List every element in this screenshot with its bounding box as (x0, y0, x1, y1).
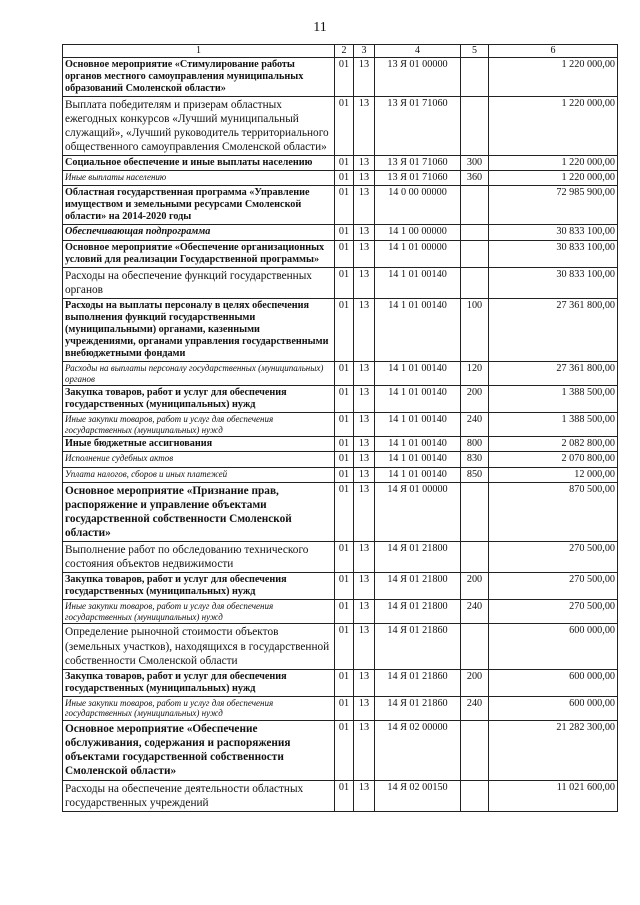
row-target-code: 13 Я 01 00000 (375, 57, 461, 96)
row-name: Выполнение работ по обследованию технического состояния объектов недвижимости (63, 541, 335, 572)
row-amount: 27 361 800,00 (489, 298, 618, 361)
row-subsection: 13 (354, 437, 375, 452)
row-name: Иные закупки товаров, работ и услуг для обеспечения государственных (муниципальных) нужд (63, 600, 335, 624)
row-section: 01 (335, 541, 354, 572)
row-name: Иные выплаты населению (63, 171, 335, 186)
row-subsection: 13 (354, 57, 375, 96)
row-expense-type: 240 (461, 600, 489, 624)
row-name: Иные закупки товаров, работ и услуг для обеспечения государственных (муниципальных) нужд (63, 696, 335, 720)
table-row (63, 452, 618, 467)
table-row (63, 482, 618, 541)
row-target-code: 14 1 01 00140 (375, 413, 461, 437)
row-target-code: 13 Я 01 71060 (375, 156, 461, 171)
row-section: 01 (335, 413, 354, 437)
row-expense-type: 300 (461, 156, 489, 171)
row-section: 01 (335, 437, 354, 452)
row-target-code: 14 Я 01 21860 (375, 624, 461, 669)
row-expense-type: 830 (461, 452, 489, 467)
budget-table (62, 44, 618, 812)
row-subsection: 13 (354, 171, 375, 186)
row-amount: 11 021 600,00 (489, 780, 618, 811)
table-row (63, 96, 618, 155)
row-name: Определение рыночной стоимости объектов (земельных участков), находящихся в государственной собственности Смоленской области (63, 624, 335, 669)
row-amount: 2 070 800,00 (489, 452, 618, 467)
row-subsection: 13 (354, 624, 375, 669)
row-subsection: 13 (354, 361, 375, 385)
row-amount: 270 500,00 (489, 600, 618, 624)
row-expense-type (461, 721, 489, 780)
table-row (63, 156, 618, 171)
row-amount: 1 388 500,00 (489, 386, 618, 413)
row-amount: 600 000,00 (489, 624, 618, 669)
row-subsection: 13 (354, 186, 375, 225)
row-expense-type (461, 541, 489, 572)
row-target-code: 13 Я 01 71060 (375, 171, 461, 186)
table-row (63, 186, 618, 225)
row-subsection: 13 (354, 225, 375, 240)
row-name: Обеспечивающая подпрограмма (63, 225, 335, 240)
column-header: 3 (354, 45, 375, 58)
column-header: 2 (335, 45, 354, 58)
row-subsection: 13 (354, 780, 375, 811)
row-section: 01 (335, 780, 354, 811)
row-name: Расходы на обеспечение деятельности областных государственных учреждений (63, 780, 335, 811)
row-subsection: 13 (354, 541, 375, 572)
table-row (63, 437, 618, 452)
row-name: Расходы на выплаты персоналу государственных (муниципальных) органов (63, 361, 335, 385)
row-target-code: 14 Я 01 21860 (375, 669, 461, 696)
row-target-code: 14 0 00 00000 (375, 186, 461, 225)
row-section: 01 (335, 57, 354, 96)
row-section: 01 (335, 482, 354, 541)
row-expense-type: 200 (461, 386, 489, 413)
row-amount: 270 500,00 (489, 573, 618, 600)
row-target-code: 14 Я 01 21800 (375, 541, 461, 572)
row-expense-type: 850 (461, 467, 489, 482)
row-expense-type (461, 780, 489, 811)
row-subsection: 13 (354, 669, 375, 696)
row-subsection: 13 (354, 452, 375, 467)
row-expense-type (461, 225, 489, 240)
row-amount: 1 220 000,00 (489, 57, 618, 96)
page-number: 11 (313, 20, 327, 35)
row-target-code: 13 Я 01 71060 (375, 96, 461, 155)
row-amount: 1 220 000,00 (489, 171, 618, 186)
row-subsection: 13 (354, 267, 375, 298)
row-section: 01 (335, 298, 354, 361)
row-subsection: 13 (354, 482, 375, 541)
table-row (63, 57, 618, 96)
row-section: 01 (335, 452, 354, 467)
row-amount: 30 833 100,00 (489, 225, 618, 240)
table-row (63, 669, 618, 696)
row-name: Выплата победителям и призерам областных ежегодных конкурсов «Лучший муниципальный служащий», «Лучший руководитель территориального общественного самоуправления Смоленской области» (63, 96, 335, 155)
row-expense-type (461, 186, 489, 225)
row-amount: 270 500,00 (489, 541, 618, 572)
table-row (63, 171, 618, 186)
row-amount: 30 833 100,00 (489, 267, 618, 298)
table-row (63, 413, 618, 437)
row-amount: 870 500,00 (489, 482, 618, 541)
column-header: 6 (489, 45, 618, 58)
row-section: 01 (335, 624, 354, 669)
row-amount: 12 000,00 (489, 467, 618, 482)
row-target-code: 14 Я 01 00000 (375, 482, 461, 541)
table-header-row (63, 45, 618, 58)
row-expense-type: 240 (461, 413, 489, 437)
row-amount: 600 000,00 (489, 696, 618, 720)
row-name: Основное мероприятие «Обеспечение обслуживания, содержания и распоряжения объектами государственной собственности Смоленской области» (63, 721, 335, 780)
row-subsection: 13 (354, 156, 375, 171)
row-section: 01 (335, 573, 354, 600)
row-section: 01 (335, 669, 354, 696)
row-expense-type (461, 57, 489, 96)
row-section: 01 (335, 267, 354, 298)
row-subsection: 13 (354, 413, 375, 437)
row-amount: 2 082 800,00 (489, 437, 618, 452)
row-expense-type (461, 240, 489, 267)
row-section: 01 (335, 467, 354, 482)
table-row (63, 225, 618, 240)
row-expense-type: 800 (461, 437, 489, 452)
row-name: Иные закупки товаров, работ и услуг для обеспечения государственных (муниципальных) нужд (63, 413, 335, 437)
row-name: Закупка товаров, работ и услуг для обеспечения государственных (муниципальных) нужд (63, 573, 335, 600)
row-target-code: 14 1 01 00140 (375, 361, 461, 385)
row-target-code: 14 1 01 00140 (375, 267, 461, 298)
row-target-code: 14 1 00 00000 (375, 225, 461, 240)
table-row (63, 298, 618, 361)
row-amount: 27 361 800,00 (489, 361, 618, 385)
row-subsection: 13 (354, 298, 375, 361)
row-target-code: 14 1 01 00140 (375, 298, 461, 361)
row-subsection: 13 (354, 240, 375, 267)
row-subsection: 13 (354, 386, 375, 413)
row-expense-type: 200 (461, 573, 489, 600)
table-row (63, 624, 618, 669)
row-expense-type: 360 (461, 171, 489, 186)
row-target-code: 14 1 01 00140 (375, 437, 461, 452)
row-name: Основное мероприятие «Обеспечение организационных условий для реализации Государственной программы» (63, 240, 335, 267)
row-subsection: 13 (354, 721, 375, 780)
row-section: 01 (335, 361, 354, 385)
column-header: 5 (461, 45, 489, 58)
row-amount: 21 282 300,00 (489, 721, 618, 780)
row-section: 01 (335, 225, 354, 240)
row-target-code: 14 Я 02 00000 (375, 721, 461, 780)
row-target-code: 14 Я 01 21800 (375, 573, 461, 600)
row-amount: 1 388 500,00 (489, 413, 618, 437)
row-amount: 1 220 000,00 (489, 96, 618, 155)
row-expense-type: 100 (461, 298, 489, 361)
table-row (63, 721, 618, 780)
table-row (63, 780, 618, 811)
row-amount: 30 833 100,00 (489, 240, 618, 267)
table-row (63, 386, 618, 413)
row-amount: 1 220 000,00 (489, 156, 618, 171)
column-header: 1 (63, 45, 335, 58)
row-section: 01 (335, 186, 354, 225)
row-section: 01 (335, 96, 354, 155)
table-row (63, 573, 618, 600)
row-name: Расходы на обеспечение функций государственных органов (63, 267, 335, 298)
row-target-code: 14 Я 01 21800 (375, 600, 461, 624)
row-target-code: 14 1 01 00140 (375, 467, 461, 482)
table-row (63, 541, 618, 572)
row-amount: 600 000,00 (489, 669, 618, 696)
row-expense-type (461, 267, 489, 298)
row-expense-type: 200 (461, 669, 489, 696)
row-target-code: 14 1 01 00140 (375, 386, 461, 413)
table-row (63, 600, 618, 624)
table-row (63, 240, 618, 267)
row-name: Иные бюджетные ассигнования (63, 437, 335, 452)
row-name: Основное мероприятие «Стимулирование работы органов местного самоуправления муниципальных образований Смоленской области» (63, 57, 335, 96)
row-target-code: 14 1 01 00000 (375, 240, 461, 267)
row-subsection: 13 (354, 467, 375, 482)
row-subsection: 13 (354, 573, 375, 600)
row-name: Уплата налогов, сборов и иных платежей (63, 467, 335, 482)
row-target-code: 14 1 01 00140 (375, 452, 461, 467)
row-name: Областная государственная программа «Управление имуществом и земельными ресурсами Смоленской области» на 2014-2020 годы (63, 186, 335, 225)
row-section: 01 (335, 171, 354, 186)
row-expense-type: 120 (461, 361, 489, 385)
row-subsection: 13 (354, 696, 375, 720)
row-target-code: 14 Я 02 00150 (375, 780, 461, 811)
row-section: 01 (335, 240, 354, 267)
row-amount: 72 985 900,00 (489, 186, 618, 225)
row-name: Исполнение судебных актов (63, 452, 335, 467)
table-row (63, 267, 618, 298)
table-row (63, 696, 618, 720)
column-header: 4 (375, 45, 461, 58)
table-row (63, 467, 618, 482)
row-expense-type (461, 624, 489, 669)
row-name: Расходы на выплаты персоналу в целях обеспечения выполнения функций государственными (муниципальными) органами, казенными учреждениями, органами управления государственными внебюджетными фондами (63, 298, 335, 361)
row-section: 01 (335, 600, 354, 624)
row-subsection: 13 (354, 96, 375, 155)
row-name: Социальное обеспечение и иные выплаты населению (63, 156, 335, 171)
row-section: 01 (335, 696, 354, 720)
row-target-code: 14 Я 01 21860 (375, 696, 461, 720)
row-subsection: 13 (354, 600, 375, 624)
table-row (63, 361, 618, 385)
row-name: Закупка товаров, работ и услуг для обеспечения государственных (муниципальных) нужд (63, 386, 335, 413)
row-expense-type (461, 482, 489, 541)
row-name: Основное мероприятие «Признание прав, распоряжение и управление объектами государственной собственности Смоленской области» (63, 482, 335, 541)
row-expense-type (461, 96, 489, 155)
row-expense-type: 240 (461, 696, 489, 720)
row-section: 01 (335, 721, 354, 780)
row-name: Закупка товаров, работ и услуг для обеспечения государственных (муниципальных) нужд (63, 669, 335, 696)
row-section: 01 (335, 386, 354, 413)
row-section: 01 (335, 156, 354, 171)
